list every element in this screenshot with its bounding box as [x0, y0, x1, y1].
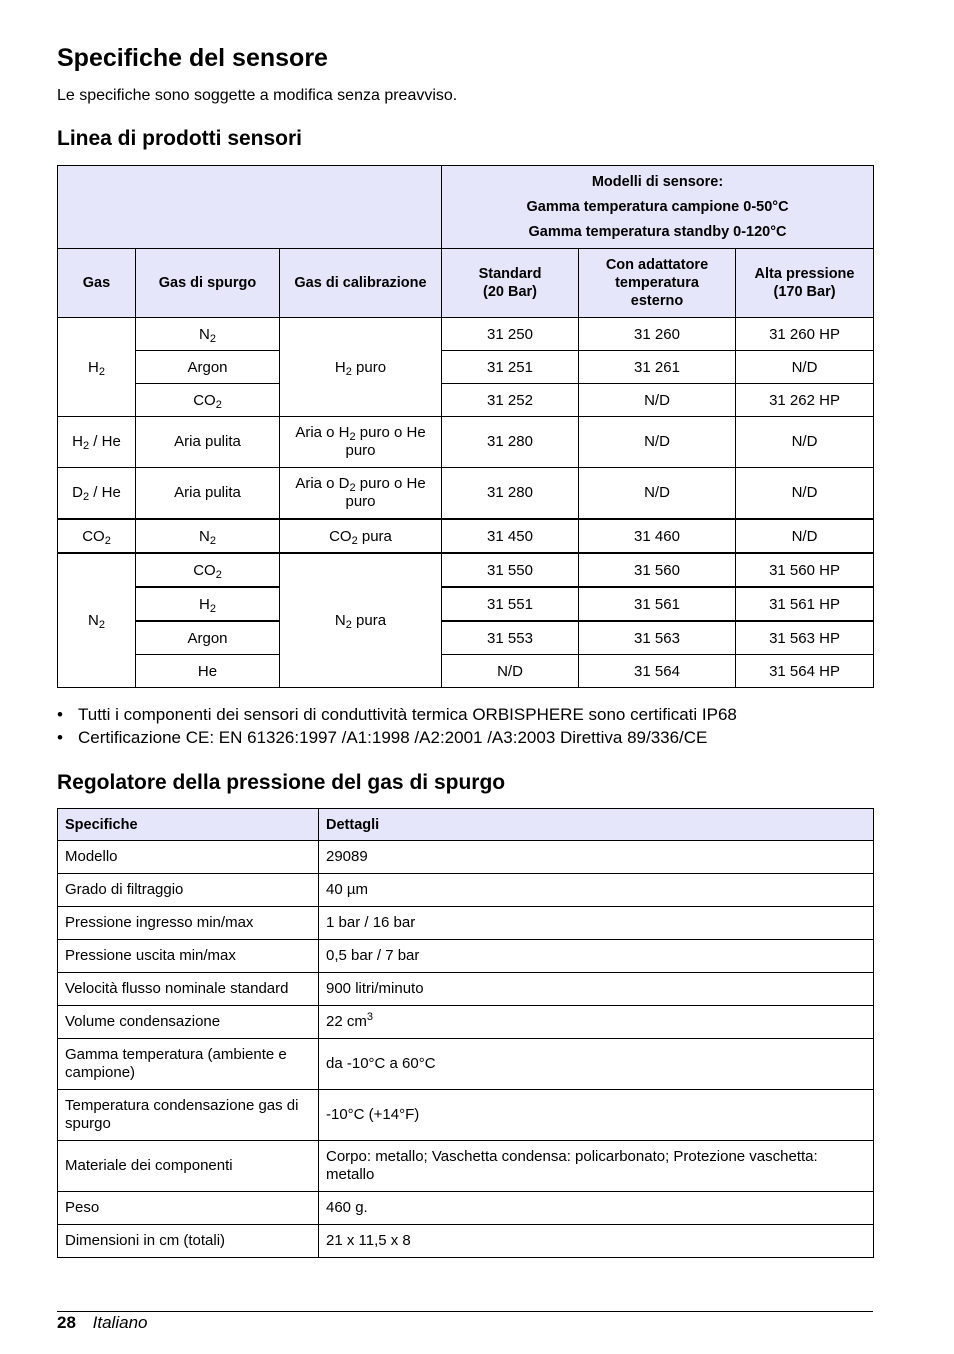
- section-title-sensor-line: Linea di prodotti sensori: [57, 127, 303, 150]
- table-row: [58, 417, 874, 468]
- table-row: Pressione uscita min/max 0,5 bar / 7 bar: [58, 940, 874, 973]
- col-header-details: Dettagli: [319, 809, 874, 841]
- table-row: [58, 468, 874, 520]
- standard-cell: 31 553: [442, 621, 579, 655]
- sensor-product-table: [57, 165, 874, 688]
- purge-cell: $N_2$: [136, 318, 280, 351]
- table-row: Materiale dei componenti Corpo: metallo; Vaschetta condensa: policarbonato; Protezione vaschetta: metallo: [58, 1141, 874, 1192]
- high-pressure-cell: N/D: [736, 417, 874, 468]
- calibration-cell: $CO_2$ pura: [280, 519, 442, 553]
- high-pressure-cell: N/D: [736, 351, 874, 384]
- table-row: [58, 318, 874, 351]
- col-header-calibration-gas: Gas di calibrazione: [280, 249, 442, 318]
- list-item: • Certificazione CE: EN 61326:1997 /A1:1998 /A2:2001 /A3:2003 Direttiva 89/336/CE: [57, 728, 737, 751]
- standard-cell: 31 251: [442, 351, 579, 384]
- table-row: Gamma temperatura (ambiente e campione) da -10°C a 60°C: [58, 1039, 874, 1090]
- table-row: Peso 460 g.: [58, 1192, 874, 1225]
- high-pressure-cell: N/D: [736, 468, 874, 520]
- table-row: Dimensioni in cm (totali) 21 x 11,5 x 8: [58, 1225, 874, 1258]
- standard-cell: 31 551: [442, 587, 579, 621]
- high-pressure-cell: N/D: [736, 519, 874, 553]
- external-cell: 31 563: [579, 621, 736, 655]
- intro-text: Le specifiche sono soggette a modifica senza preavviso.: [57, 87, 458, 104]
- table-row: [58, 587, 874, 621]
- footer-language: Italiano: [92, 1313, 148, 1332]
- external-cell: 31 460: [579, 519, 736, 553]
- footer-divider: [57, 1311, 873, 1312]
- table-row: Modello 29089: [58, 841, 874, 874]
- col-header-purge-gas: Gas di spurgo: [136, 249, 280, 318]
- external-cell: 31 261: [579, 351, 736, 384]
- col-header-specs: Specifiche: [58, 809, 319, 841]
- col-header-external-adapter: Con adattatore temperatura esterno: [579, 249, 736, 318]
- certification-list: [57, 705, 737, 751]
- standard-cell: 31 450: [442, 519, 579, 553]
- standard-cell: N/D: [442, 655, 579, 688]
- pressure-regulator-table: [57, 808, 874, 1258]
- table-row: [58, 655, 874, 688]
- table-row: [58, 384, 874, 417]
- calibration-cell: Aria o $H_2$ puro o He puro: [280, 417, 442, 468]
- purge-cell: $N_2$: [136, 519, 280, 553]
- list-item: • Tutti i componenti dei sensori di conduttività termica ORBISPHERE sono certificati IP68: [57, 705, 737, 728]
- page-number: 28: [57, 1313, 76, 1332]
- table-row: [58, 621, 874, 655]
- high-pressure-cell: 31 262 HP: [736, 384, 874, 417]
- high-pressure-cell: 31 260 HP: [736, 318, 874, 351]
- standard-cell: 31 550: [442, 553, 579, 587]
- purge-cell: Aria pulita: [136, 468, 280, 520]
- section-title-pressure-regulator: Regolatore della pressione del gas di spurgo: [57, 771, 506, 794]
- col-header-standard: Standard (20 Bar): [442, 249, 579, 318]
- external-cell: 31 260: [579, 318, 736, 351]
- gas-cell-h2: $H_2$: [58, 318, 136, 417]
- purge-cell: Argon: [136, 351, 280, 384]
- purge-cell: $CO_2$: [136, 553, 280, 587]
- table-row: [58, 351, 874, 384]
- table-row: Temperatura condensazione gas di spurgo -10°C (+14°F): [58, 1090, 874, 1141]
- calibration-cell: Aria o $D_2$ puro o He puro: [280, 468, 442, 520]
- external-cell: N/D: [579, 384, 736, 417]
- calibration-cell: $N_2$ pura: [280, 553, 442, 688]
- standard-cell: 31 252: [442, 384, 579, 417]
- external-cell: N/D: [579, 468, 736, 520]
- table-row: Volume condensazione 22 $cm^3$: [58, 1006, 874, 1039]
- external-cell: 31 564: [579, 655, 736, 688]
- standard-cell: 31 280: [442, 468, 579, 520]
- gas-cell-n2: $N_2$: [58, 553, 136, 688]
- table-row: [58, 519, 874, 553]
- table-row: Pressione ingresso min/max 1 bar / 16 bar: [58, 907, 874, 940]
- standard-cell: 31 280: [442, 417, 579, 468]
- gas-cell-h2-he: $H_2$ / He: [58, 417, 136, 468]
- purge-cell: Argon: [136, 621, 280, 655]
- gas-cell-co2: $CO_2$: [58, 519, 136, 553]
- purge-cell: $CO_2$: [136, 384, 280, 417]
- table-row: [58, 553, 874, 587]
- page-footer: [57, 1313, 147, 1333]
- purge-cell: He: [136, 655, 280, 688]
- calibration-cell: $H_2$ puro: [280, 318, 442, 417]
- external-cell: 31 561: [579, 587, 736, 621]
- table-row: Velocità flusso nominale standard 900 litri/minuto: [58, 973, 874, 1006]
- models-header: Modelli di sensore: Gamma temperatura campione 0-50°C Gamma temperatura standby 0-120°C: [442, 166, 874, 249]
- external-cell: N/D: [579, 417, 736, 468]
- external-cell: 31 560: [579, 553, 736, 587]
- high-pressure-cell: 31 564 HP: [736, 655, 874, 688]
- table-corner-cell: [58, 166, 442, 249]
- purge-cell: Aria pulita: [136, 417, 280, 468]
- standard-cell: 31 250: [442, 318, 579, 351]
- high-pressure-cell: 31 560 HP: [736, 553, 874, 587]
- table-row: Grado di filtraggio 40 µm: [58, 874, 874, 907]
- gas-cell-d2-he: $D_2$ / He: [58, 468, 136, 520]
- high-pressure-cell: 31 563 HP: [736, 621, 874, 655]
- col-header-high-pressure: Alta pressione (170 Bar): [736, 249, 874, 318]
- col-header-gas: Gas: [58, 249, 136, 318]
- purge-cell: $H_2$: [136, 587, 280, 621]
- page-title: Specifiche del sensore: [57, 44, 328, 72]
- high-pressure-cell: 31 561 HP: [736, 587, 874, 621]
